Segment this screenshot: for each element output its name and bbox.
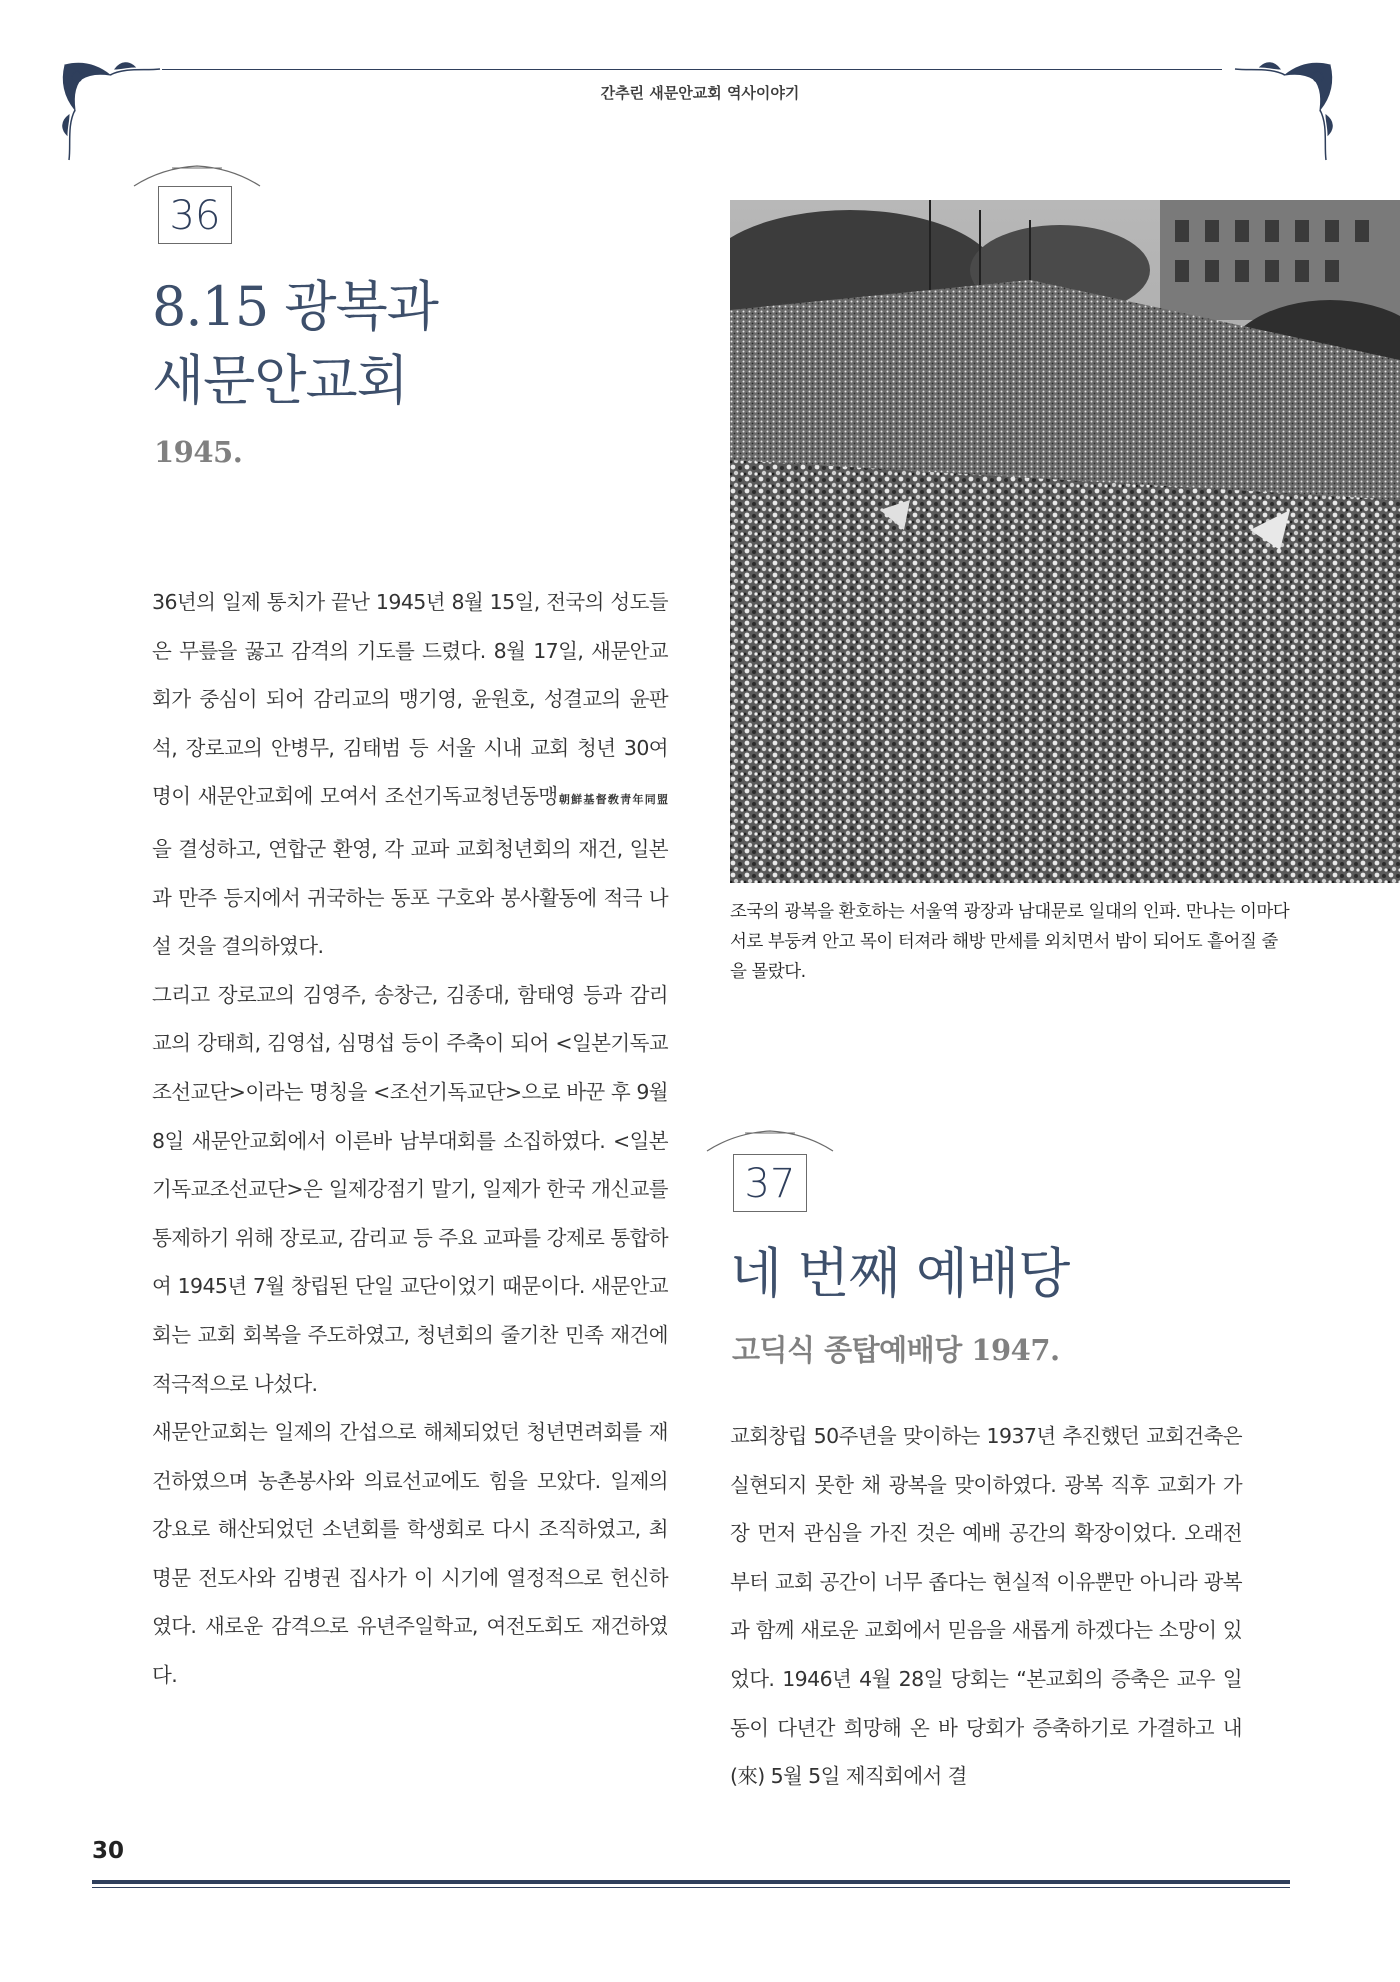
hanja-annotation: 朝鮮基督敎靑年同盟 bbox=[557, 793, 668, 807]
liberation-crowd-photo bbox=[730, 200, 1400, 883]
corner-ornament-left bbox=[55, 55, 165, 165]
footer-rule-thick bbox=[92, 1880, 1290, 1884]
section-37-subtitle: 고딕식 종탑예배당 1947. bbox=[732, 1333, 1060, 1367]
photo-caption: 조국의 광복을 환호하는 서울역 광장과 남대문로 일대의 인파. 만나는 이마다 서로 부둥켜 안고 목이 터져라 해방 만세를 외치면서 밤이 되어도 흩어질 줄을 몰랐다. bbox=[730, 902, 1290, 982]
section-36-title bbox=[152, 270, 692, 418]
section-number-37: 37 bbox=[733, 1154, 807, 1212]
page-number: 30 bbox=[92, 1838, 125, 1864]
corner-ornament-right bbox=[1230, 55, 1340, 165]
section-37-title: 네 번째 예배당 bbox=[730, 1242, 1070, 1305]
footer-rule-thin bbox=[92, 1887, 1290, 1888]
paragraph-1-text-a: 36년의 일제 통치가 끝난 1945년 8월 15일, 전국의 성도들은 무릎을 꿇고 감격의 기도를 드렸다. 8월 17일, 새문안교회가 중심이 되어 감리교의 맹기영, 윤원호, 성결교의 윤판석, 장로교의 안병무, 김태범 등 서울 시내 교회 청년 30여 명이 새문안교회에 모여서 조선기독교청년동맹 bbox=[152, 590, 668, 809]
section-37-paragraph-1: 교회창립 50주년을 맞이하는 1937년 추진했던 교회건축은 실현되지 못한 채 광복을 맞이하였다. 광복 직후 교회가 가장 먼저 관심을 가진 것은 예배 공간의 확장이었다. 오래전부터 교회 공간이 너무 좁다는 현실적 이유뿐만 아니라 광복과 함께 새로운 교회에서 믿음을 새롭게 하겠다는 소망이 있었다. 1946년 4월 28일 당회는 “본교회의 증축은 교우 일동이 다년간 희망해 온 바 당회가 증축하기로 가결하고 내(來) 5월 5일 제직회에서 결 bbox=[730, 1424, 1242, 1789]
section-36-paragraph-1 bbox=[152, 578, 668, 971]
section-36-title-line2: 새문안교회 bbox=[152, 349, 408, 412]
section-36-subtitle: 1945. bbox=[154, 435, 243, 469]
crowd-photo-image bbox=[730, 200, 1400, 883]
paragraph-1-text-b: 을 결성하고, 연합군 환영, 각 교파 교회청년회의 재건, 일본과 만주 등지에서 귀국하는 동포 구호와 봉사활동에 적극 나설 것을 결의하였다. bbox=[152, 836, 668, 959]
section-36-paragraph-2: 그리고 장로교의 김영주, 송창근, 김종대, 함태영 등과 감리교의 강태희, 김영섭, 심명섭 등이 주축이 되어 <일본기독교조선교단>이라는 명칭을 <조선기독교단>으로 바꾼 후 9월 8일 새문안교회에서 이른바 남부대회를 소집하였다. <일본기독교조선교단>은 일제강점기 말기, 일제가 한국 개신교를 통제하기 위해 장로교, 감리교 등 주요 교파를 강제로 통합하여 1945년 7월 창립된 단일 교단이었기 때문이다. 새문안교회는 교회 회복을 주도하였고, 청년회의 줄기찬 민족 재건에 적극적으로 나섰다. bbox=[152, 982, 668, 1396]
section-37-body bbox=[730, 1412, 1242, 1801]
section-number-36: 36 bbox=[158, 186, 232, 244]
header-rule bbox=[162, 69, 1222, 70]
section-36-paragraph-3: 새문안교회는 일제의 간섭으로 해체되었던 청년면려회를 재건하였으며 농촌봉사와 의료선교에도 힘을 모았다. 일제의 강요로 해산되었던 소년회를 학생회로 다시 조직하였고, 최명문 전도사와 김병권 집사가 이 시기에 열정적으로 헌신하였다. 새로운 감격으로 유년주일학교, 여전도회도 재건하였다. bbox=[152, 1420, 668, 1688]
section-36-body bbox=[152, 578, 668, 1700]
roof-ornament-37 bbox=[705, 1125, 835, 1155]
running-header: 간추린 새문안교회 역사이야기 bbox=[600, 84, 800, 102]
section-36-title-line1: 8.15 광복과 bbox=[152, 275, 438, 338]
